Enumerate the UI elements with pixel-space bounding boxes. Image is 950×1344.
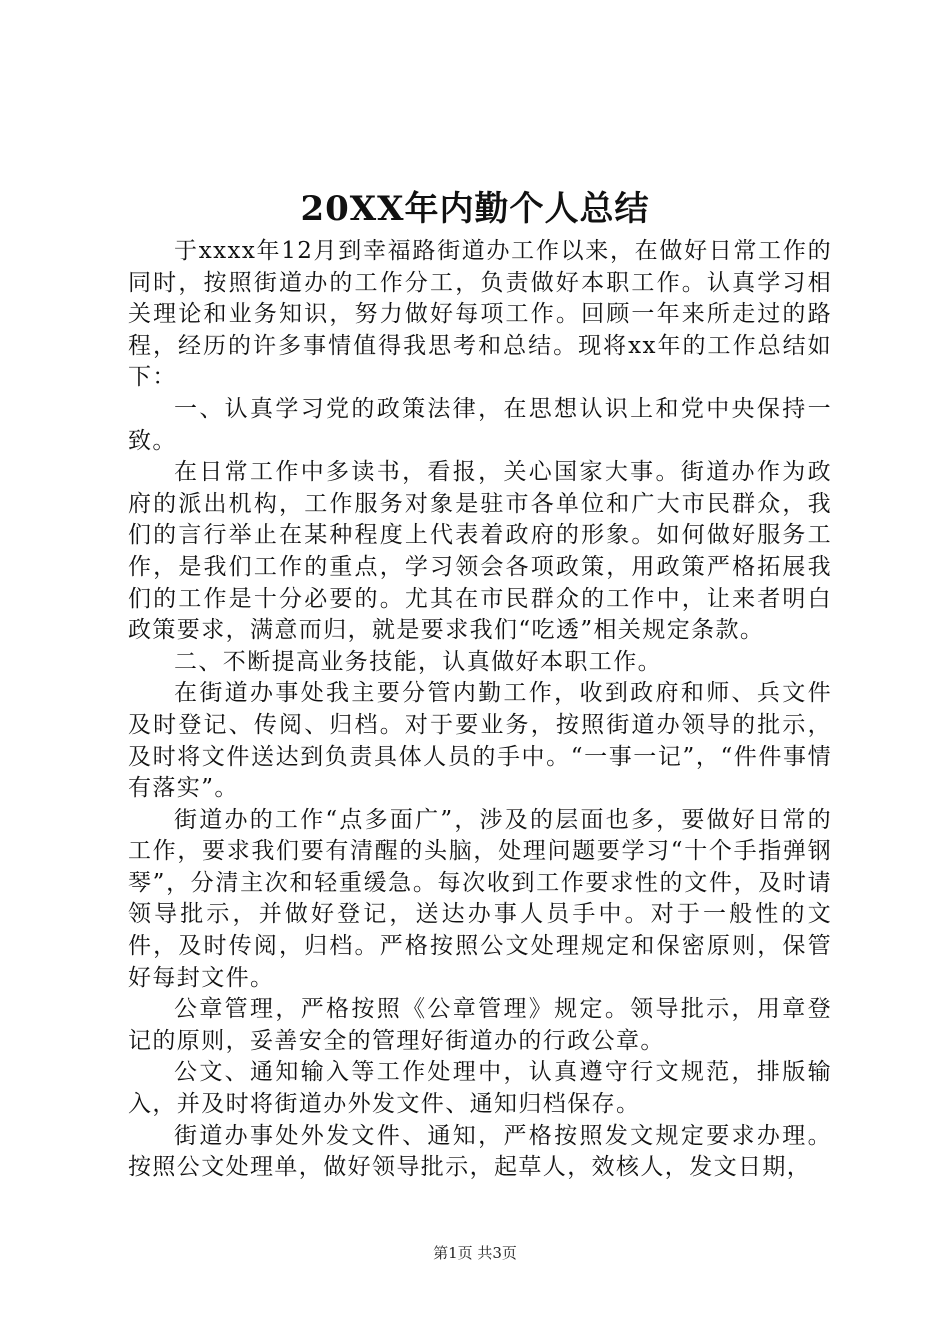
paragraph-intro: 于xxxx年12月到幸福路街道办工作以来，在做好日常工作的同时，按照街道办的工作分工，负责做好本职工作。认真学习相关理论和业务知识，努力做好每项工作。回顾一年来所走过的路程，经历的许多事情值得我思考和总结。现将xx年的工作总结如下： bbox=[128, 238, 832, 391]
paragraph-document-input: 公文、通知输入等工作处理中，认真遵守行文规范，排版输入，并及时将街道办外发文件、通知归档保存。 bbox=[128, 1059, 832, 1118]
section-heading-1: 一、认真学习党的政策法律，在思想认识上和党中央保持一致。 bbox=[128, 395, 832, 454]
paragraph-section-1: 在日常工作中多读书，看报，关心国家大事。街道办作为政府的派出机构，工作服务对象是驻市各单位和广大市民群众，我们的言行举止在某种程度上代表着政府的形象。如何做好服务工作，是我们工作的重点，学习领会各项政策，用政策严格拓展我们的工作是十分必要的。尤其在市民群众的工作中，让来者明白政策要求，满意而归，就是要求我们“吃透”相关规定条款。 bbox=[128, 459, 832, 644]
paragraph-daily-work: 街道办的工作“点多面广”，涉及的层面也多，要做好日常的工作，要求我们要有清醒的头脑，处理问题要学习“十个手指弹钢琴”，分清主次和轻重缓急。每次收到工作要求性的文件，及时请领导批示，并做好登记，送达办事人员手中。对于一般性的文件，及时传阅，归档。严格按照公文处理规定和保密原则，保管好每封文件。 bbox=[128, 806, 832, 991]
paragraph-seal-management: 公章管理，严格按照《公章管理》规定。领导批示，用章登记的原则，妥善安全的管理好街道办的行政公章。 bbox=[128, 996, 832, 1054]
paragraph-document-handling: 在街道办事处我主要分管内勤工作，收到政府和师、兵文件及时登记、传阅、归档。对于要业务，按照街道办领导的批示，及时将文件送达到负责具体人员的手中。“一事一记”，“件件事情有落实”。 bbox=[128, 680, 832, 802]
paragraph-outgoing-documents: 街道办事处外发文件、通知，严格按照发文规定要求办理。按照公文处理单，做好领导批示，起草人，效核人，发文日期， bbox=[128, 1122, 832, 1181]
section-heading-2: 二、不断提高业务技能，认真做好本职工作。 bbox=[174, 648, 662, 675]
page-footer bbox=[0, 1243, 950, 1263]
page-indicator: 第1页 共3页 bbox=[433, 1244, 517, 1262]
document-title: 20XX年内勤个人总结 bbox=[300, 189, 650, 229]
document-body bbox=[128, 236, 832, 1184]
